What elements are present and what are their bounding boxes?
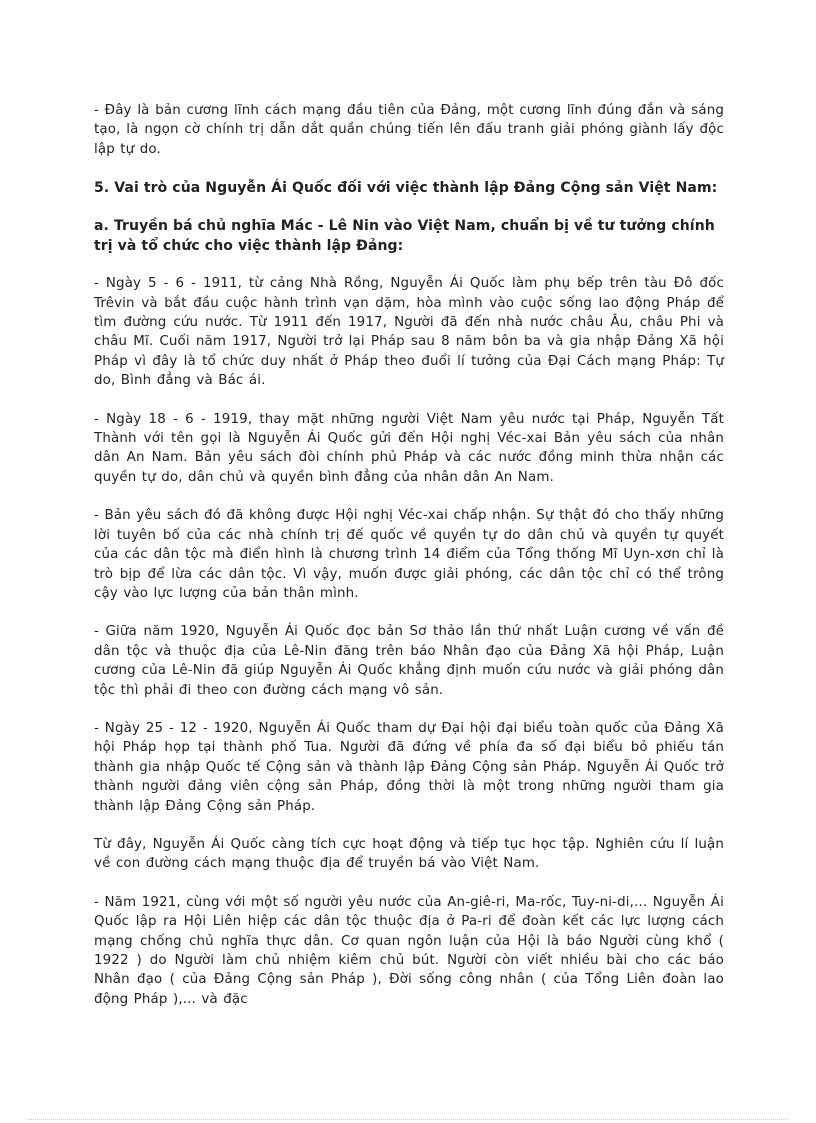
paragraph-1920-thesis: - Giữa năm 1920, Nguyễn Ái Quốc đọc bản Sơ thảo lần thứ nhất Luận cương về vấn đề dân tộc và thuộc địa của Lê-Nin đăng trên báo Nhân đạo của Đảng Xã hội Pháp, Luận cương của Lê-Nin đã giúp Nguyễn Ái Quốc khẳng định muốn cứu nước và giải phóng dân tộc thì phải đi theo con đường cách mạng vô sản. — [94, 624, 724, 698]
paragraph-tours-congress: - Ngày 25 - 12 - 1920, Nguyễn Ái Quốc tham dự Đại hội đại biểu toàn quốc của Đảng Xã hội Pháp họp tại thành phố Tua. Người đã đứng về phía đa số đại biểu bỏ phiếu tán thành gia nhập Quốc tế Cộng sản và thành lập Đảng Cộng sản Pháp. Nguyễn Ái Quốc trở thành người đảng viên cộng sản Pháp, đồng thời là một trong những người tham gia thành lập Đảng Cộng sản Pháp. — [94, 720, 724, 814]
paragraph-from-now: Từ đây, Nguyễn Ái Quốc càng tích cực hoạt động và tiếp tục học tập. Nghiên cứu lí luận về con đường cách mạng thuộc địa để truyền bá vào Việt Nam. — [94, 836, 724, 872]
paragraph-program-summary: - Đây là bản cương lĩnh cách mạng đầu tiên của Đảng, một cương lĩnh đúng đắn và sáng tạo, là ngọn cờ chính trị dẫn dắt quần chúng tiến lên đấu tranh giải phóng giành lấy độc lập tự do. — [94, 103, 724, 157]
page-bottom-divider — [28, 1119, 788, 1120]
paragraph-versailles: - Bản yêu sách đó đã không được Hội nghị Véc-xai chấp nhận. Sự thật đó cho thấy những lời tuyên bố của các nhà chính trị đế quốc về quyền tự do dân chủ và quyền tự quyết của các dân tộc mà điển hình là chương trình 14 điểm của Tổng thống Mĩ Uyn-xơn chỉ là trò bịp để lừa các dân tộc. Vì vậy, muốn được giải phóng, các dân tộc chỉ có thể trông cậy vào lực lượng của bản thân mình. — [94, 508, 724, 601]
paragraph-1921: - Năm 1921, cùng với một số người yêu nước của An-giê-ri, Ma-rốc, Tuy-ni-di,... Nguyễn Ái Quốc lập ra Hội Liên hiệp các dân tộc thuộc địa ở Pa-ri để đoàn kết các lực lượng cách mạng chống chủ nghĩa thực dân. Cơ quan ngôn luận của Hội là báo Người cùng khổ ( 1922 ) do Người làm chủ nhiệm kiêm chủ bút. Người còn viết nhiều bài cho các báo Nhân đạo ( của Đảng Cộng sản Pháp ), Đời sống công nhân ( của Tổng Liên đoàn lao động Pháp ),... và đặc — [94, 894, 724, 1007]
section-heading-5: 5. Vai trò của Nguyễn Ái Quốc đối với việc thành lập Đảng Cộng sản Việt Nam: — [94, 180, 718, 197]
paragraph-1911: - Ngày 5 - 6 - 1911, từ cảng Nhà Rồng, Nguyễn Ái Quốc làm phụ bếp trên tàu Đô đốc Trêvin và bắt đầu cuộc hành trình vạn dặm, hòa mình vào cuộc sống lao động Pháp để tìm đường cứu nước. Từ 1911 đến 1917, Người đã đến nhà nước châu Âu, châu Phi và châu Mĩ. Cuối năm 1917, Người trở lại Pháp sau 8 năm bôn ba và gia nhập Đảng Xã hội Pháp vì đây là tổ chức duy nhất ở Pháp theo đuổi lí tưởng của Đại Cách mạng Pháp: Tự do, Bình đẳng và Bác ái. — [94, 276, 724, 389]
document-page — [94, 101, 724, 1028]
subsection-heading-a: a. Truyền bá chủ nghĩa Mác - Lê Nin vào Việt Nam, chuẩn bị về tư tưởng chính trị và tổ chức cho việc thành lập Đảng: — [94, 218, 715, 255]
paragraph-1919: - Ngày 18 - 6 - 1919, thay mặt những người Việt Nam yêu nước tại Pháp, Nguyễn Tất Thành với tên gọi là Nguyễn Ái Quốc gửi đến Hội nghị Véc-xai Bản yêu sách của nhân dân An Nam. Bản yêu sách đòi chính phủ Pháp và các nước đồng minh thừa nhận các quyền tự do, dân chủ và quyền bình đẳng của nhân dân An Nam. — [94, 411, 724, 485]
